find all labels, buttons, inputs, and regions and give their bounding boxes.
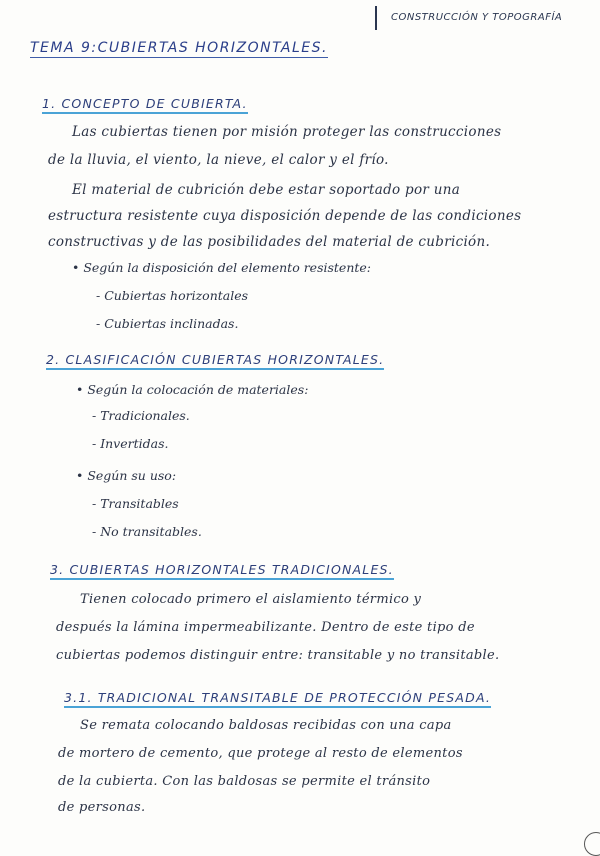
s1-para1-line-1: Las cubiertas tienen por misión proteger las construcciones: [72, 124, 502, 140]
s3-para-line-3: cubiertas podemos distinguir entre: transitable y no transitable.: [56, 648, 500, 663]
s31-para-line-1: Se remata colocando baldosas recibidas con una capa: [80, 718, 452, 733]
s2-item-2: - Invertidas.: [92, 436, 169, 451]
s2-item-1: - Tradicionales.: [92, 408, 190, 423]
page-title: [30, 40, 328, 56]
section-3-1-heading-text: 3.1. TRADICIONAL TRANSITABLE DE PROTECCIÓN PESADA.: [64, 690, 491, 708]
s2-bullet-1: • Según la colocación de materiales:: [76, 382, 309, 397]
s3-para-line-1: Tienen colocado primero el aislamiento térmico y: [80, 592, 422, 607]
title-text: CUBIERTAS HORIZONTALES.: [97, 40, 328, 56]
s1-item-1: - Cubiertas horizontales: [96, 288, 249, 303]
section-2-heading: [46, 352, 384, 367]
subject-label: CONSTRUCCIÓN Y TOPOGRAFÍA: [391, 12, 563, 23]
s2-bullet-2: • Según su uso:: [76, 468, 177, 483]
section-3-1-heading: [64, 690, 491, 705]
page-corner-mark: [584, 832, 600, 856]
title-prefix: TEMA 9:: [30, 40, 98, 56]
section-3-heading: [50, 562, 394, 577]
subject-header: [375, 6, 562, 30]
section-1-heading-text: 1. CONCEPTO DE CUBIERTA.: [42, 96, 248, 114]
s3-para-line-2: después la lámina impermeabilizante. Dentro de este tipo de: [56, 620, 475, 635]
s1-para1-line-2: de la lluvia, el viento, la nieve, el calor y el frío.: [48, 152, 389, 168]
s1-para2-line-2: estructura resistente cuya disposición depende de las condiciones: [48, 208, 522, 224]
s31-para-line-2: de mortero de cemento, que protege al resto de elementos: [58, 746, 463, 761]
s2-item-4: - No transitables.: [92, 524, 202, 539]
s1-para2-line-1: El material de cubrición debe estar soportado por una: [72, 182, 461, 198]
s31-para-line-4: de personas.: [58, 800, 146, 815]
s2-item-3: - Transitables: [92, 496, 179, 511]
section-2-heading-text: 2. CLASIFICACIÓN CUBIERTAS HORIZONTALES.: [46, 352, 384, 370]
s31-para-line-3: de la cubierta. Con las baldosas se permite el tránsito: [58, 774, 431, 789]
s1-para2-line-3: constructivas y de las posibilidades del material de cubrición.: [48, 234, 491, 250]
s1-bullet: • Según la disposición del elemento resistente:: [72, 260, 371, 275]
s1-item-2: - Cubiertas inclinadas.: [96, 316, 239, 331]
section-3-heading-text: 3. CUBIERTAS HORIZONTALES TRADICIONALES.: [50, 562, 394, 580]
section-1-heading: [42, 96, 248, 111]
